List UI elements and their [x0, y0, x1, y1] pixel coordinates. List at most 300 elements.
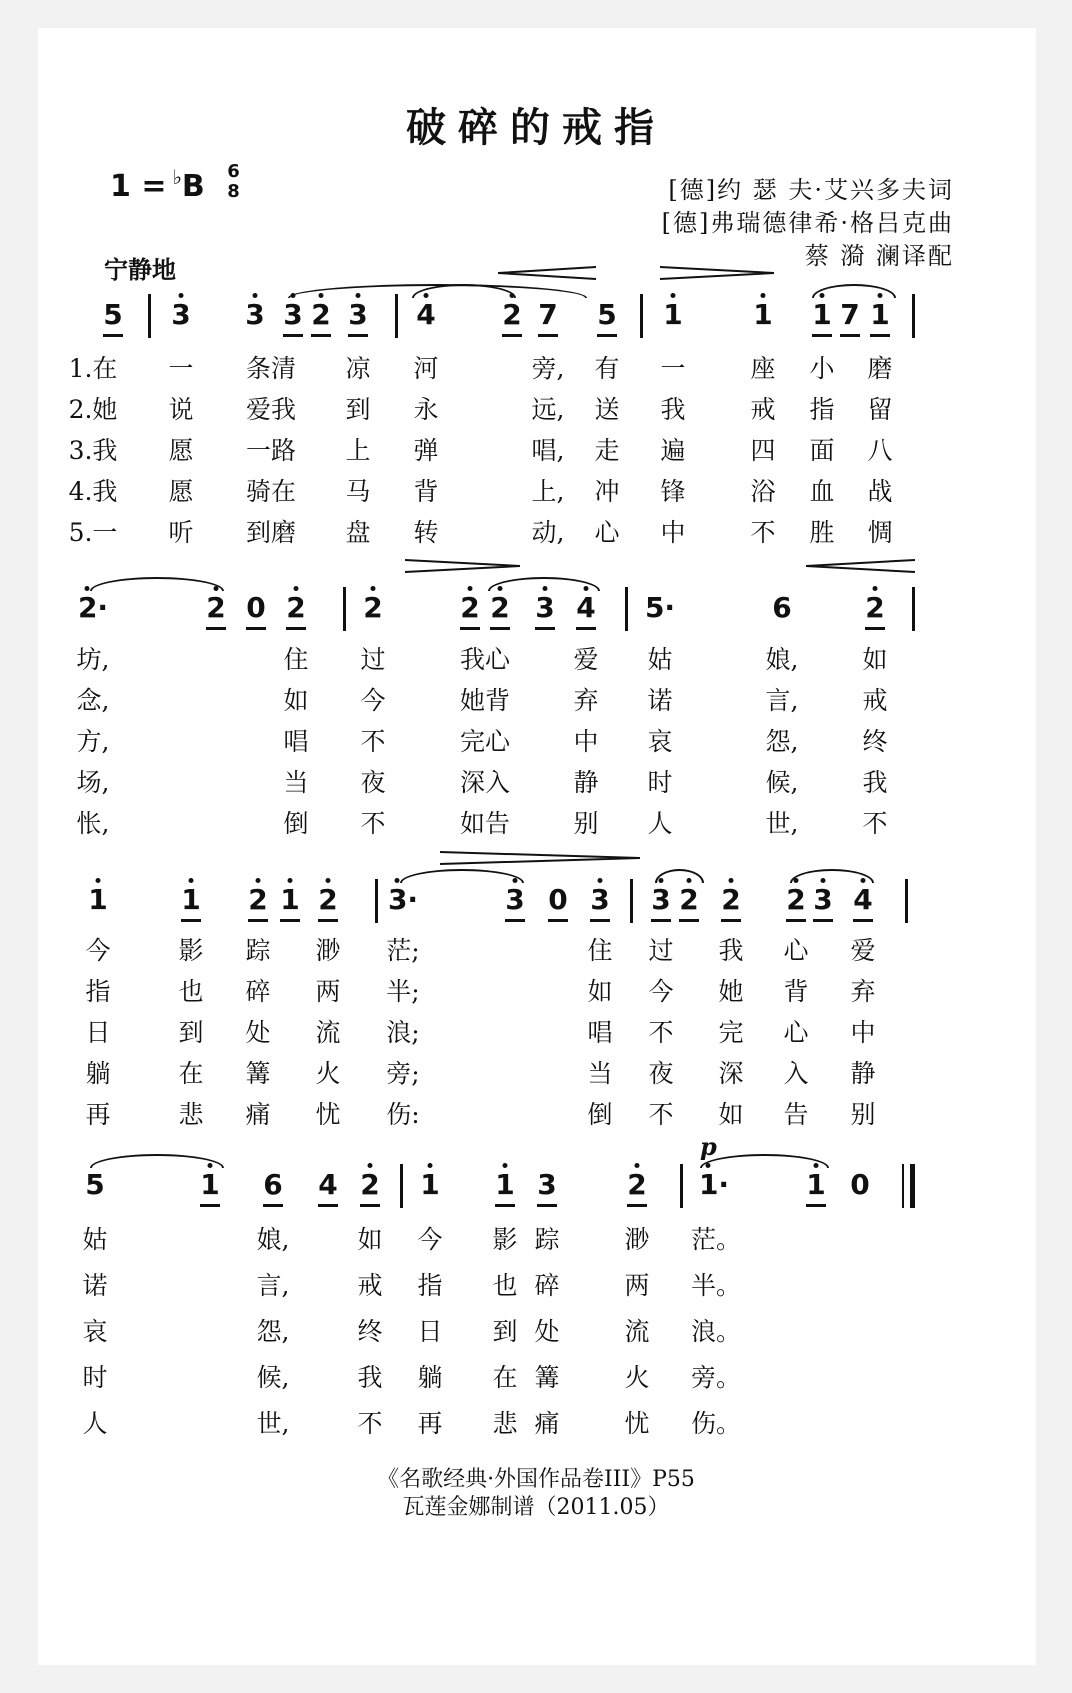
lyric: 我	[718, 936, 744, 965]
note: 2	[363, 591, 383, 624]
underline-beam	[318, 1204, 338, 1207]
note: 3	[651, 883, 671, 916]
underline-beam	[200, 1204, 220, 1207]
lyric: 处	[534, 1317, 560, 1346]
key-signature	[110, 160, 240, 208]
note: 2	[460, 591, 480, 624]
dynamic-marking: p	[700, 1132, 717, 1161]
decrescendo-hairpin	[405, 559, 520, 573]
note: 0	[246, 591, 266, 624]
lyric: 两	[624, 1271, 650, 1300]
underline-beam	[286, 627, 306, 630]
lyric: 不	[360, 809, 386, 838]
lyric: 遍	[660, 436, 686, 465]
octave-dot	[761, 293, 766, 298]
lyric: 也	[492, 1271, 518, 1300]
note: 0	[850, 1168, 870, 1201]
underline-beam	[263, 1204, 283, 1207]
note: 2	[206, 591, 226, 624]
lyric: 在	[492, 1363, 518, 1392]
octave-dot	[85, 586, 90, 591]
underline-beam	[318, 919, 338, 922]
lyric: 面	[809, 436, 835, 465]
note: 2	[627, 1168, 647, 1201]
lyric: 流	[315, 1018, 341, 1047]
lyric: 不	[750, 518, 776, 547]
lyric: 住	[587, 936, 613, 965]
lyric: 别	[850, 1100, 876, 1129]
lyric: 夜	[648, 1059, 674, 1088]
lyric: 终	[357, 1317, 383, 1346]
lyric: 胜	[809, 518, 835, 547]
lyric: 我心	[459, 645, 511, 674]
lyric: 深	[718, 1059, 744, 1088]
underline-beam	[181, 919, 201, 922]
lyric: 如	[862, 645, 888, 674]
final-bar-line	[910, 1164, 915, 1208]
bar-line	[400, 1164, 403, 1208]
lyric: 在	[178, 1059, 204, 1088]
bar-line	[375, 879, 378, 923]
note: 2	[490, 591, 510, 624]
underline-beam	[311, 334, 331, 337]
underline-beam	[460, 627, 480, 630]
lyric: 诺	[647, 686, 673, 715]
underline-beam	[840, 334, 860, 337]
note: 4	[416, 298, 436, 331]
lyric: 篝	[245, 1059, 271, 1088]
octave-dot	[729, 878, 734, 883]
lyric: 入	[783, 1059, 809, 1088]
lyric: 两	[315, 977, 341, 1006]
lyric: 过	[648, 936, 674, 965]
lyric: 过	[360, 645, 386, 674]
lyric: 一路	[245, 436, 297, 465]
note: 4	[318, 1168, 338, 1201]
lyric: 锋	[660, 477, 686, 506]
lyric: 完	[718, 1018, 744, 1047]
lyric: 河	[413, 354, 439, 383]
lyric: 如告	[459, 809, 511, 838]
lyric: 小	[809, 354, 835, 383]
underline-beam	[535, 627, 555, 630]
octave-dot	[371, 586, 376, 591]
lyric: 到磨	[245, 518, 297, 547]
lyric: 旁,	[531, 354, 565, 383]
lyric: 马	[345, 477, 371, 506]
octave-dot	[326, 878, 331, 883]
lyric: 踪	[534, 1225, 560, 1254]
lyric: 我	[862, 768, 888, 797]
underline-beam	[280, 919, 300, 922]
lyric: 时	[82, 1363, 108, 1392]
octave-dot	[368, 1163, 373, 1168]
lyric: 终	[862, 727, 888, 756]
lyric: 场,	[76, 768, 110, 797]
octave-dot	[288, 878, 293, 883]
note: 3	[813, 883, 833, 916]
lyric: 我	[357, 1363, 383, 1392]
lyric: 心	[783, 1018, 809, 1047]
underline-beam	[548, 919, 568, 922]
lyric: 转	[413, 518, 439, 547]
lyric: 唱	[587, 1018, 613, 1047]
song-title: 破碎的戒指	[406, 104, 666, 151]
lyric: 当	[587, 1059, 613, 1088]
underline-beam	[721, 919, 741, 922]
underline-beam	[537, 1204, 557, 1207]
lyric: 指	[809, 395, 835, 424]
note: 5·	[644, 591, 676, 624]
note: 2	[721, 883, 741, 916]
octave-dot	[96, 878, 101, 883]
lyric: 悲	[492, 1409, 518, 1438]
lyric: 当	[283, 768, 309, 797]
underline-beam	[590, 919, 610, 922]
lyric: 影	[492, 1225, 518, 1254]
lyric: 痛	[245, 1100, 271, 1129]
lyric: 不	[648, 1018, 674, 1047]
lyric: 盘	[345, 518, 371, 547]
key-prefix: 1 =	[110, 169, 167, 204]
lyric: 心	[594, 518, 620, 547]
key-note: B	[181, 169, 205, 204]
lyric: 说	[168, 395, 194, 424]
note: 2	[286, 591, 306, 624]
lyric: 爱	[850, 936, 876, 965]
lyric: 如	[283, 686, 309, 715]
note: 1	[806, 1168, 826, 1201]
crescendo-hairpin	[498, 266, 596, 280]
underline-beam	[651, 919, 671, 922]
lyric: 夜	[360, 768, 386, 797]
underline-beam	[597, 334, 617, 337]
lyric: 踪	[245, 936, 271, 965]
lyric: 静	[573, 768, 599, 797]
lyric: 倒	[587, 1100, 613, 1129]
lyric: 火	[624, 1363, 650, 1392]
octave-dot	[635, 1163, 640, 1168]
underline-beam	[813, 919, 833, 922]
lyric: 永	[413, 395, 439, 424]
note: 5	[85, 1168, 105, 1201]
lyric: 唱,	[531, 436, 565, 465]
note: 2	[679, 883, 699, 916]
note: 3	[348, 298, 368, 331]
lyric: 躺	[417, 1363, 443, 1392]
lyric: 言,	[765, 686, 799, 715]
lyric: 不	[648, 1100, 674, 1129]
underline-beam	[502, 334, 522, 337]
note: 3	[171, 298, 191, 331]
lyric: 碎	[534, 1271, 560, 1300]
lyric: 半;	[386, 977, 420, 1006]
lyric: 住	[283, 645, 309, 674]
underline-beam	[283, 334, 303, 337]
lyric: 人	[647, 809, 673, 838]
lyric: 渺	[624, 1225, 650, 1254]
octave-dot	[873, 586, 878, 591]
lyric: 四	[750, 436, 776, 465]
lyric: 怅,	[76, 809, 110, 838]
lyric: 弃	[850, 977, 876, 1006]
lyric: 旁;	[386, 1059, 420, 1088]
lyric: 不	[360, 727, 386, 756]
lyric: 5.一	[68, 518, 118, 547]
octave-dot	[179, 293, 184, 298]
octave-dot	[428, 1163, 433, 1168]
note: 2	[865, 591, 885, 624]
underline-beam	[627, 1204, 647, 1207]
lyric: 怨,	[256, 1317, 290, 1346]
lyric: 上	[345, 436, 371, 465]
lyric: 今	[360, 686, 386, 715]
lyric: 娘,	[256, 1225, 290, 1254]
lyric: 动,	[531, 518, 565, 547]
underline-beam	[679, 919, 699, 922]
note: 1·	[698, 1168, 730, 1201]
lyric: 茫。	[690, 1225, 742, 1254]
underline-beam	[865, 627, 885, 630]
bar-line	[905, 879, 908, 923]
bar-line	[148, 294, 151, 338]
lyric: 忧	[315, 1100, 341, 1129]
lyric: 怨,	[765, 727, 799, 756]
lyric: 时	[647, 768, 673, 797]
note: 1	[420, 1168, 440, 1201]
bar-line	[630, 879, 633, 923]
note: 4	[576, 591, 596, 624]
lyric: 她	[718, 977, 744, 1006]
lyric: 火	[315, 1059, 341, 1088]
octave-dot	[503, 1163, 508, 1168]
lyric: 中	[660, 518, 686, 547]
note: 7	[840, 298, 860, 331]
decrescendo-hairpin	[440, 851, 640, 865]
lyric: 浴	[750, 477, 776, 506]
lyric: 哀	[647, 727, 673, 756]
lyric: 冲	[594, 477, 620, 506]
lyric: 听	[168, 518, 194, 547]
lyric: 1.在	[68, 354, 118, 383]
bar-line	[625, 587, 628, 631]
lyric: 爱我	[245, 395, 297, 424]
bar-line	[640, 294, 643, 338]
lyric: 倒	[283, 809, 309, 838]
lyric: 如	[357, 1225, 383, 1254]
lyric: 半。	[690, 1271, 742, 1300]
lyric: 不	[862, 809, 888, 838]
lyric: 战	[867, 477, 893, 506]
underline-beam	[206, 627, 226, 630]
lyric: 戒	[862, 686, 888, 715]
note: 1	[812, 298, 832, 331]
lyric: 念,	[76, 686, 110, 715]
lyric: 留	[867, 395, 893, 424]
lyric: 处	[245, 1018, 271, 1047]
underline-beam	[806, 1204, 826, 1207]
lyric: 八	[867, 436, 893, 465]
lyric: 方,	[76, 727, 110, 756]
note: 1	[88, 883, 108, 916]
lyric: 告	[783, 1100, 809, 1129]
octave-dot	[395, 878, 400, 883]
note: 3	[245, 298, 265, 331]
lyric: 我	[660, 395, 686, 424]
tempo-marking: 宁静地	[104, 255, 176, 284]
note: 2	[311, 298, 331, 331]
lyric: 伤:	[386, 1100, 420, 1129]
note: 2	[318, 883, 338, 916]
note: 3	[283, 298, 303, 331]
lyric: 到	[492, 1317, 518, 1346]
note: 1	[181, 883, 201, 916]
note: 1	[870, 298, 890, 331]
lyric: 忧	[624, 1409, 650, 1438]
lyric: 伤。	[690, 1409, 742, 1438]
lyric: 言,	[256, 1271, 290, 1300]
note: 0	[548, 883, 568, 916]
meter-bottom: 8	[227, 180, 240, 202]
lyric: 不	[357, 1409, 383, 1438]
lyric: 中	[573, 727, 599, 756]
lyric: 人	[82, 1409, 108, 1438]
octave-dot	[253, 293, 258, 298]
underline-beam	[812, 334, 832, 337]
lyric: 远,	[531, 395, 565, 424]
octave-dot	[256, 878, 261, 883]
underline-beam	[576, 627, 596, 630]
bar-line	[902, 1164, 904, 1208]
lyric: 娘,	[765, 645, 799, 674]
note: 2	[248, 883, 268, 916]
decrescendo-hairpin	[660, 266, 774, 280]
lyric: 惆	[867, 518, 893, 547]
lyric: 今	[648, 977, 674, 1006]
lyric: 痛	[534, 1409, 560, 1438]
note: 1	[663, 298, 683, 331]
lyric: 浪。	[690, 1317, 742, 1346]
lyric: 也	[178, 977, 204, 1006]
note: 7	[538, 298, 558, 331]
lyric: 一	[168, 354, 194, 383]
note: 4	[853, 883, 873, 916]
note: 1	[280, 883, 300, 916]
flat-sign: ♭	[172, 165, 182, 189]
lyric: 今	[85, 936, 111, 965]
note: 5	[597, 298, 617, 331]
lyric: 世,	[765, 809, 799, 838]
underline-beam	[246, 627, 266, 630]
underline-beam	[505, 919, 525, 922]
lyric: 浪;	[386, 1018, 420, 1047]
lyric: 愿	[168, 477, 194, 506]
lyric: 背	[783, 977, 809, 1006]
lyric: 弹	[413, 436, 439, 465]
footer-source: 《名歌经典·外国作品卷III》P55	[377, 1467, 695, 1492]
lyric: 中	[850, 1018, 876, 1047]
lyric: 候,	[256, 1363, 290, 1392]
crescendo-hairpin	[806, 559, 915, 573]
underline-beam	[786, 919, 806, 922]
note: 3	[505, 883, 525, 916]
underline-beam	[248, 919, 268, 922]
lyric: 流	[624, 1317, 650, 1346]
footer-maker: 瓦莲金娜制谱（2011.05）	[402, 1495, 670, 1520]
lyric: 2.她	[68, 395, 118, 424]
time-signature	[227, 162, 240, 202]
lyric: 到	[178, 1018, 204, 1047]
bar-line	[343, 587, 346, 631]
lyric: 再	[85, 1100, 111, 1129]
lyric: 日	[85, 1018, 111, 1047]
lyric: 渺	[315, 936, 341, 965]
lyric: 如	[587, 977, 613, 1006]
lyric: 别	[573, 809, 599, 838]
underline-beam	[103, 334, 123, 337]
credit-translator: 蔡 漪 澜译配	[804, 242, 954, 270]
note: 1	[495, 1168, 515, 1201]
meter-top: 6	[227, 160, 240, 182]
lyric: 指	[85, 977, 111, 1006]
credit-composer: [德]弗瑞德律希·格吕克曲	[661, 209, 954, 237]
lyric: 戒	[357, 1271, 383, 1300]
lyric: 座	[750, 354, 776, 383]
octave-dot	[598, 878, 603, 883]
lyric: 日	[417, 1317, 443, 1346]
underline-beam	[870, 334, 890, 337]
lyric: 茫;	[386, 936, 420, 965]
lyric: 哀	[82, 1317, 108, 1346]
lyric: 指	[417, 1271, 443, 1300]
lyric: 碎	[245, 977, 271, 1006]
octave-dot	[294, 586, 299, 591]
lyric: 走	[594, 436, 620, 465]
lyric: 上,	[531, 477, 565, 506]
underline-beam	[360, 1204, 380, 1207]
lyric: 躺	[85, 1059, 111, 1088]
lyric: 唱	[283, 727, 309, 756]
note: 2	[360, 1168, 380, 1201]
lyric: 悲	[178, 1100, 204, 1129]
lyric: 弃	[573, 686, 599, 715]
lyric: 姑	[647, 645, 673, 674]
lyric: 血	[809, 477, 835, 506]
lyric: 坊,	[76, 645, 110, 674]
lyric: 一	[660, 354, 686, 383]
lyric: 完心	[459, 727, 511, 756]
lyric: 送	[594, 395, 620, 424]
note: 1	[753, 298, 773, 331]
octave-dot	[468, 586, 473, 591]
lyric: 骑在	[245, 477, 297, 506]
lyric: 今	[417, 1225, 443, 1254]
bar-line	[680, 1164, 683, 1208]
lyric: 4.我	[68, 477, 118, 506]
note: 5	[103, 298, 123, 331]
lyric: 篝	[534, 1363, 560, 1392]
lyric: 如	[718, 1100, 744, 1129]
lyric: 爱	[573, 645, 599, 674]
lyric: 旁。	[690, 1363, 742, 1392]
lyric: 世,	[256, 1409, 290, 1438]
lyric: 静	[850, 1059, 876, 1088]
bar-line	[912, 587, 915, 631]
note: 3·	[387, 883, 419, 916]
lyric: 影	[178, 936, 204, 965]
octave-dot	[189, 878, 194, 883]
lyric: 戒	[750, 395, 776, 424]
